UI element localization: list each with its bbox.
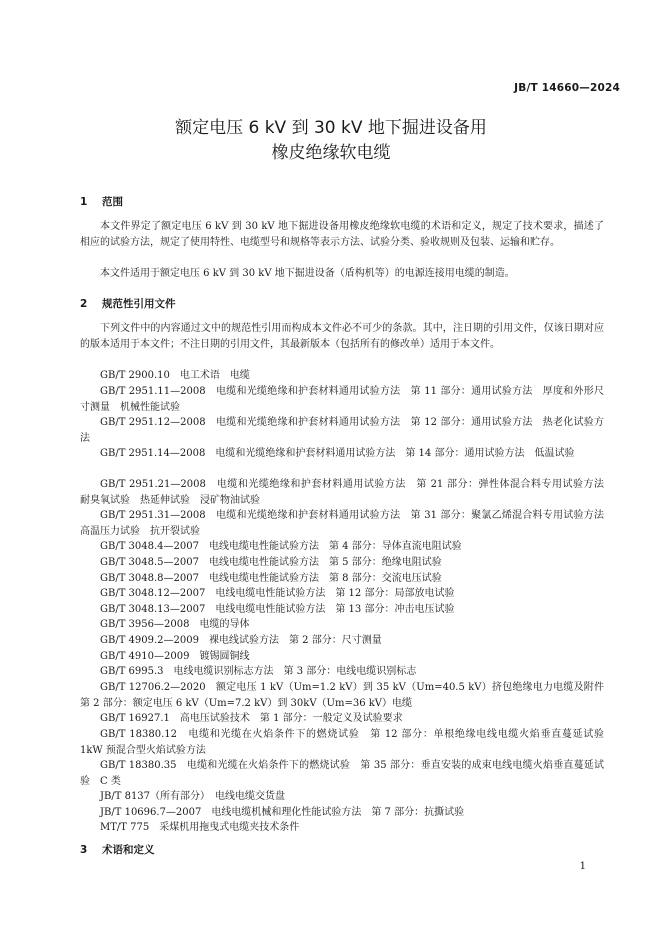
- reference-entry: JB/T 10696.7—2007 电线电缆机械和理化性能试验方法 第 7 部分：抗撕试验: [100, 807, 465, 818]
- normative-intro-paragraph: 下列文件中的内容通过文中的规范性引用而构成本文件必不可少的条款。其中，注日期的引用文件，仅该日期对应的版本适用于本文件；不注日期的引用文件，其最新版本（包括所有的修改单）适用于本文件。: [80, 323, 604, 350]
- standard-number: JB/T 14660—2024: [514, 82, 620, 94]
- scope-paragraph-2: 本文件适用于额定电压 6 kV 到 30 kV 地下掘进设备（盾构机等）的电源连接用电缆的制造。: [100, 268, 515, 279]
- reference-entry: GB/T 4909.2—2009 裸电线试验方法 第 2 部分：尺寸测量: [100, 635, 382, 646]
- reference-entry: GB/T 2951.14—2008 电缆和光缆绝缘和护套材料通用试验方法 第 14 部分：通用试验方法 低温试验: [100, 448, 575, 459]
- reference-entry: GB/T 2951.21—2008 电缆和光缆绝缘和护套材料通用试验方法 第 21 部分：弹性体混合料专用试验方法 耐臭氧试验 热延伸试验 浸矿物油试验: [80, 479, 614, 506]
- section-heading-normative-references: [80, 296, 176, 311]
- document-title-line-2: 橡皮绝缘软电缆: [271, 143, 391, 163]
- reference-entry: JB/T 8137（所有部分） 电线电缆交货盘: [100, 791, 286, 802]
- section-number: 1: [80, 196, 88, 208]
- reference-entry: GB/T 3956—2008 电缆的导体: [100, 619, 250, 630]
- reference-entry: GB/T 3048.5—2007 电线电缆电性能试验方法 第 5 部分：绝缘电阻试验: [100, 557, 442, 568]
- section-number: 3: [80, 844, 88, 856]
- page-number: 1: [579, 861, 586, 872]
- section-heading-scope: [80, 194, 123, 209]
- section-number: 2: [80, 298, 88, 310]
- reference-entry: GB/T 16927.1 高电压试验技术 第 1 部分：一般定义及试验要求: [100, 713, 403, 724]
- reference-entry: GB/T 2951.31—2008 电缆和光缆绝缘和护套材料通用试验方法 第 31 部分：聚氯乙烯混合料专用试验方法 高温压力试验 抗开裂试验: [80, 510, 614, 537]
- section-title: 术语和定义: [102, 844, 155, 856]
- section-heading-terms-definitions: [80, 842, 155, 857]
- section-title: 范围: [102, 196, 123, 208]
- scope-paragraph-1: 本文件界定了额定电压 6 kV 到 30 kV 地下掘进设备用橡皮绝缘软电缆的术语和定义，规定了技术要求，描述了相应的试验方法，规定了使用特性、电缆型号和规格等表示方法、试验分类、验收规则及包装、运输和贮存。: [80, 221, 604, 248]
- reference-entry: GB/T 2900.10 电工术语 电缆: [100, 370, 250, 381]
- reference-entry: GB/T 3048.8—2007 电线电缆电性能试验方法 第 8 部分：交流电压试验: [100, 573, 442, 584]
- reference-entry: GB/T 3048.13—2007 电线电缆电性能试验方法 第 13 部分：冲击电压试验: [100, 604, 455, 615]
- reference-entry: GB/T 18380.35 电缆和光缆在火焰条件下的燃烧试验 第 35 部分：垂直安装的成束电线电缆火焰垂直蔓延试验 C 类: [80, 760, 604, 787]
- reference-entry: GB/T 18380.12 电缆和光缆在火焰条件下的燃烧试验 第 12 部分：单根绝缘电线电缆火焰垂直蔓延试验 1kW 预混合型火焰试验方法: [80, 729, 614, 756]
- reference-entry: GB/T 6995.3 电线电缆识别标志方法 第 3 部分：电线电缆识别标志: [100, 666, 417, 677]
- reference-entry: GB/T 3048.4—2007 电线电缆电性能试验方法 第 4 部分：导体直流电阻试验: [100, 541, 462, 552]
- reference-entry: GB/T 3048.12—2007 电线电缆电性能试验方法 第 12 部分：局部放电试验: [100, 588, 455, 599]
- reference-entry: MT/T 775 采煤机用拖曳式电缆夹技术条件: [100, 822, 300, 833]
- reference-entry: GB/T 12706.2—2020 额定电压 1 kV（Um=1.2 kV）到 35 kV（Um=40.5 kV）挤包绝缘电力电缆及附件 第 2 部分：额定电压 6 kV（Um=7.2 kV）到 30kV（Um=36 kV）电缆: [80, 682, 614, 709]
- section-title: 规范性引用文件: [102, 298, 176, 310]
- reference-entry: GB/T 4910—2009 镀锡圆铜线: [100, 651, 250, 662]
- reference-entry: GB/T 2951.11—2008 电缆和光缆绝缘和护套材料通用试验方法 第 11 部分：通用试验方法 厚度和外形尺寸测量 机械性能试验: [80, 386, 604, 413]
- reference-entry: GB/T 2951.12—2008 电缆和光缆绝缘和护套材料通用试验方法 第 12 部分：通用试验方法 热老化试验方法: [80, 417, 604, 444]
- document-title-line-1: 额定电压 6 kV 到 30 kV 地下掘进设备用: [175, 118, 487, 138]
